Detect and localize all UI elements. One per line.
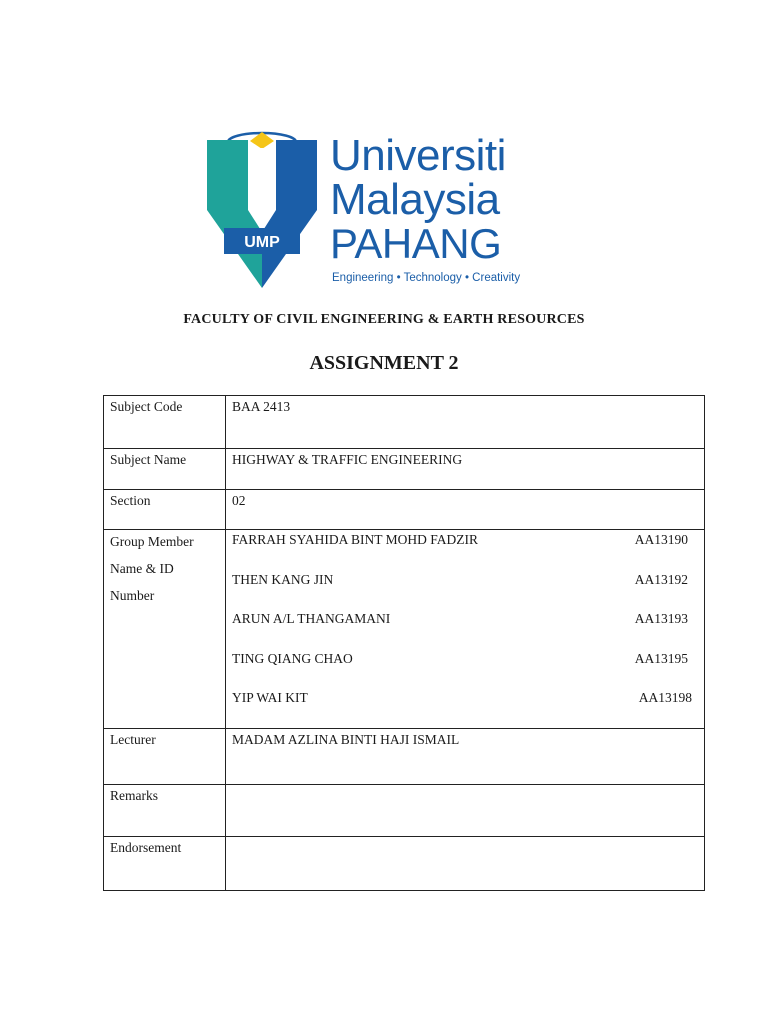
member-id: AA13198	[638, 690, 692, 705]
table-row-section	[104, 490, 705, 530]
ump-shield-icon	[200, 120, 328, 292]
lecturer-label: Lecturer	[104, 729, 226, 785]
table-row-group-members	[104, 530, 705, 729]
logo-tagline: Engineering • Technology • Creativity	[332, 272, 521, 284]
member-name: YIP WAI KIT	[232, 690, 308, 705]
list-item	[232, 690, 698, 720]
assignment-title: ASSIGNMENT 2	[309, 352, 459, 374]
lecturer-value: MADAM AZLINA BINTI HAJI ISMAIL	[226, 729, 705, 785]
table-row-endorsement	[104, 837, 705, 891]
subject-name-value: HIGHWAY & TRAFFIC ENGINEERING	[226, 449, 705, 490]
table-row-lecturer	[104, 729, 705, 785]
member-id: AA13192	[634, 571, 688, 587]
section-value: 02	[226, 490, 705, 530]
subject-name-label: Subject Name	[104, 449, 226, 490]
endorsement-value	[226, 837, 705, 891]
table-row-remarks	[104, 785, 705, 837]
list-item	[232, 611, 698, 651]
cover-info-table	[103, 395, 705, 891]
list-item	[232, 532, 698, 572]
subject-code-label: Subject Code	[104, 396, 226, 449]
logo-line-1: Universiti	[330, 131, 506, 180]
university-logo	[200, 120, 540, 292]
member-id: AA13190	[634, 532, 688, 547]
section-label: Section	[104, 490, 226, 530]
faculty-heading: FACULTY OF CIVIL ENGINEERING & EARTH RESOURCES	[183, 312, 585, 327]
remarks-value	[226, 785, 705, 837]
group-label-line-1: Group Member	[110, 534, 194, 549]
logo-wordmark	[330, 131, 506, 267]
remarks-label: Remarks	[104, 785, 226, 837]
member-name: FARRAH SYAHIDA BINT MOHD FADZIR	[232, 532, 479, 547]
subject-code-value: BAA 2413	[226, 396, 705, 449]
list-item	[232, 572, 698, 612]
member-name: TING QIANG CHAO	[232, 650, 353, 666]
group-member-list	[226, 530, 705, 729]
table-row-subject-code	[104, 396, 705, 449]
group-member-label	[104, 530, 226, 729]
member-name: ARUN A/L THANGAMANI	[232, 611, 391, 626]
group-label-line-2: Name & ID	[110, 561, 174, 576]
member-id: AA13193	[634, 611, 688, 626]
logo-line-2: Malaysia	[330, 175, 500, 224]
logo-line-3: PAHANG	[330, 220, 502, 267]
endorsement-label: Endorsement	[104, 837, 226, 891]
member-id: AA13195	[634, 650, 688, 666]
member-name: THEN KANG JIN	[232, 571, 334, 587]
table-row-subject-name	[104, 449, 705, 490]
logo-badge-text: UMP	[244, 234, 280, 251]
group-label-line-3: Number	[110, 588, 155, 603]
list-item	[232, 651, 698, 691]
